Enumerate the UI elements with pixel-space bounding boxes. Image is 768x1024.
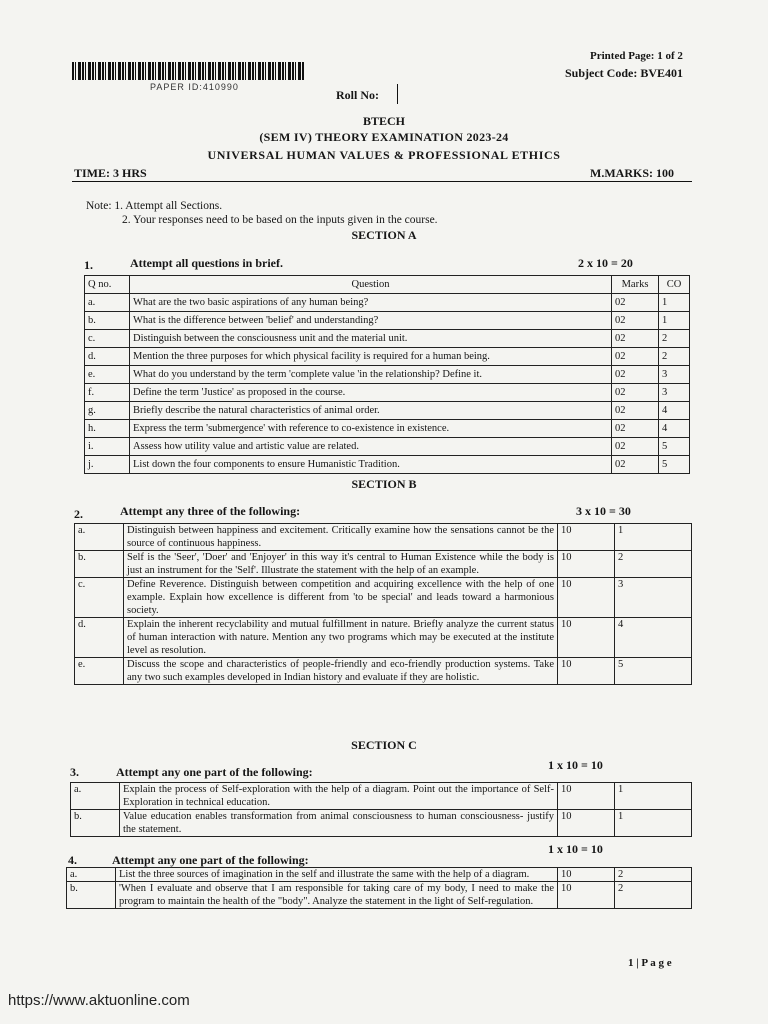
- question-number: g.: [85, 402, 130, 420]
- question-number: b.: [75, 551, 124, 578]
- question-number: e.: [85, 366, 130, 384]
- exam-title: (SEM IV) THEORY EXAMINATION 2023-24: [259, 130, 509, 144]
- question-marks: 10: [558, 658, 615, 685]
- question-marks: 02: [612, 438, 659, 456]
- q2-marks: 3 x 10 = 30: [576, 504, 631, 518]
- question-text: What do you understand by the term 'complete value 'in the relationship? Define it.: [130, 366, 612, 384]
- roll-no-field: [397, 84, 398, 104]
- question-marks: 02: [612, 420, 659, 438]
- table-row: [85, 438, 690, 456]
- question-text: Discuss the scope and characteristics of people-friendly and eco-friendly production systems. Take any two such examples developed in Indian history and evaluate if they are holistic.: [124, 658, 558, 685]
- question-co: 5: [659, 438, 690, 456]
- q1-marks: 2 x 10 = 20: [578, 256, 633, 270]
- question-text: Distinguish between the consciousness unit and the material unit.: [130, 330, 612, 348]
- question-text: Mention the three purposes for which physical facility is required for a human being.: [130, 348, 612, 366]
- question-marks: 10: [558, 868, 615, 882]
- question-co: 3: [659, 366, 690, 384]
- question-co: 1: [615, 810, 692, 837]
- table-row: [67, 882, 692, 909]
- header-co: CO: [659, 276, 690, 294]
- section-a-table: [84, 275, 690, 474]
- header-rule: [72, 181, 692, 182]
- q4-number: 4.: [68, 853, 77, 867]
- table-row: [85, 348, 690, 366]
- question-text: 'When I evaluate and observe that I am responsible for taking care of my body, I need to make the program to maintain the health of the "body". Analyze the statement in the light of Self-regulation.: [116, 882, 558, 909]
- header-marks: Marks: [612, 276, 659, 294]
- header-qno: Q no.: [85, 276, 130, 294]
- note-line-2: 2. Your responses need to be based on the inputs given in the course.: [122, 214, 438, 226]
- course-title: UNIVERSAL HUMAN VALUES & PROFESSIONAL ETHICS: [207, 148, 561, 162]
- table-row: [85, 312, 690, 330]
- question-number: c.: [85, 330, 130, 348]
- question-text: List down the four components to ensure Humanistic Tradition.: [130, 456, 612, 474]
- question-marks: 02: [612, 330, 659, 348]
- section-b-rows: [75, 524, 692, 685]
- question-number: a.: [75, 524, 124, 551]
- table-row: [71, 783, 692, 810]
- question-marks: 10: [558, 618, 615, 658]
- question-number: d.: [75, 618, 124, 658]
- question-co: 4: [659, 402, 690, 420]
- question-marks: 10: [558, 882, 615, 909]
- question-text: Briefly describe the natural characteristics of animal order.: [130, 402, 612, 420]
- question-marks: 10: [558, 551, 615, 578]
- page-number: 1 | P a g e: [628, 957, 672, 969]
- section-b-table: [74, 523, 692, 685]
- question-marks: 02: [612, 402, 659, 420]
- question-co: 2: [659, 330, 690, 348]
- question-text: Assess how utility value and artistic value are related.: [130, 438, 612, 456]
- q4-instruction: Attempt any one part of the following:: [112, 853, 309, 867]
- question-text: Define the term 'Justice' as proposed in the course.: [130, 384, 612, 402]
- question-number: b.: [85, 312, 130, 330]
- table-row: [75, 578, 692, 618]
- table-row: [75, 618, 692, 658]
- question-text: What is the difference between 'belief' and understanding?: [130, 312, 612, 330]
- section-b-title: SECTION B: [351, 477, 417, 491]
- question-number: a.: [85, 294, 130, 312]
- table-row: [85, 366, 690, 384]
- q4-rows: [67, 868, 692, 909]
- question-text: List the three sources of imagination in the self and illustrate the same with the help of a diagram.: [116, 868, 558, 882]
- question-co: 1: [615, 783, 692, 810]
- q3-marks: 1 x 10 = 10: [548, 758, 603, 772]
- question-number: b.: [71, 810, 120, 837]
- question-marks: 02: [612, 366, 659, 384]
- question-text: Explain the process of Self-exploration with the help of a diagram. Point out the importance of Self-Exploration in technical education.: [120, 783, 558, 810]
- question-marks: 10: [558, 578, 615, 618]
- table-row: [67, 868, 692, 882]
- question-number: a.: [71, 783, 120, 810]
- question-co: 2: [659, 348, 690, 366]
- table-row: [85, 420, 690, 438]
- question-marks: 02: [612, 294, 659, 312]
- question-co: 4: [659, 420, 690, 438]
- question-co: 1: [659, 294, 690, 312]
- question-co: 2: [615, 868, 692, 882]
- time: TIME: 3 HRS: [74, 166, 147, 180]
- question-co: 3: [615, 578, 692, 618]
- q4-marks: 1 x 10 = 10: [548, 842, 603, 856]
- question-text: Define Reverence. Distinguish between competition and acquiring excellence with the help of one example. Explain how excellence is different from 'to be special' and leads toward a harmonious society.: [124, 578, 558, 618]
- question-number: a.: [67, 868, 116, 882]
- header-question: Question: [130, 276, 612, 294]
- question-number: h.: [85, 420, 130, 438]
- table-row: [75, 551, 692, 578]
- table-row: [85, 456, 690, 474]
- table-row: [75, 524, 692, 551]
- question-text: Self is the 'Seer', 'Doer' and 'Enjoyer' in this way it's central to Human Existence while the body is just an instrument for the 'Self'. Illustrate the statement with the help of an example.: [124, 551, 558, 578]
- question-text: Distinguish between happiness and excitement. Critically examine how the sensations cannot be the source of continuous happiness.: [124, 524, 558, 551]
- q3-number: 3.: [70, 765, 79, 779]
- question-co: 1: [659, 312, 690, 330]
- question-text: Explain the inherent recyclability and mutual fulfillment in nature. Briefly analyze the current status of human interaction with nature. Mention any two programs which may be executed at the institute level as resolution.: [124, 618, 558, 658]
- question-text: Express the term 'submergence' with reference to co-existence in existence.: [130, 420, 612, 438]
- question-marks: 10: [558, 810, 615, 837]
- q4-table: [66, 867, 692, 909]
- q3-instruction: Attempt any one part of the following:: [116, 765, 313, 779]
- question-number: f.: [85, 384, 130, 402]
- note-line-1: Note: 1. Attempt all Sections.: [86, 200, 223, 212]
- source-url: https://www.aktuonline.com: [8, 992, 190, 1009]
- table-header-row: [85, 276, 690, 294]
- roll-no-label: Roll No:: [336, 88, 379, 102]
- question-marks: 02: [612, 348, 659, 366]
- section-c-title: SECTION C: [351, 738, 417, 752]
- table-row: [85, 330, 690, 348]
- question-text: What are the two basic aspirations of any human being?: [130, 294, 612, 312]
- section-a-title: SECTION A: [351, 228, 417, 242]
- question-marks: 02: [612, 456, 659, 474]
- question-number: e.: [75, 658, 124, 685]
- question-text: Value education enables transformation from animal consciousness to human consciousness- justify the statement.: [120, 810, 558, 837]
- question-number: c.: [75, 578, 124, 618]
- question-number: j.: [85, 456, 130, 474]
- question-co: 5: [615, 658, 692, 685]
- question-co: 2: [615, 551, 692, 578]
- table-row: [85, 402, 690, 420]
- degree: BTECH: [362, 114, 405, 128]
- question-marks: 02: [612, 312, 659, 330]
- question-co: 2: [615, 882, 692, 909]
- printed-page: Printed Page: 1 of 2: [590, 50, 683, 62]
- q3-rows: [71, 783, 692, 837]
- table-row: [85, 384, 690, 402]
- question-number: b.: [67, 882, 116, 909]
- question-number: i.: [85, 438, 130, 456]
- question-marks: 10: [558, 524, 615, 551]
- table-row: [75, 658, 692, 685]
- q1-instruction: Attempt all questions in brief.: [130, 256, 283, 270]
- question-co: 5: [659, 456, 690, 474]
- q2-instruction: Attempt any three of the following:: [120, 504, 301, 518]
- max-marks: M.MARKS: 100: [590, 166, 674, 180]
- table-row: [85, 294, 690, 312]
- q2-number: 2.: [74, 507, 83, 521]
- question-marks: 02: [612, 384, 659, 402]
- subject-code: Subject Code: BVE401: [565, 66, 684, 80]
- q3-table: [70, 782, 692, 837]
- q1-number: 1.: [84, 258, 93, 272]
- question-number: d.: [85, 348, 130, 366]
- paper-id: PAPER ID:410990: [150, 82, 239, 92]
- question-co: 3: [659, 384, 690, 402]
- section-a-rows: [85, 294, 690, 474]
- question-marks: 10: [558, 783, 615, 810]
- barcode: [72, 62, 304, 80]
- table-row: [71, 810, 692, 837]
- question-co: 1: [615, 524, 692, 551]
- question-co: 4: [615, 618, 692, 658]
